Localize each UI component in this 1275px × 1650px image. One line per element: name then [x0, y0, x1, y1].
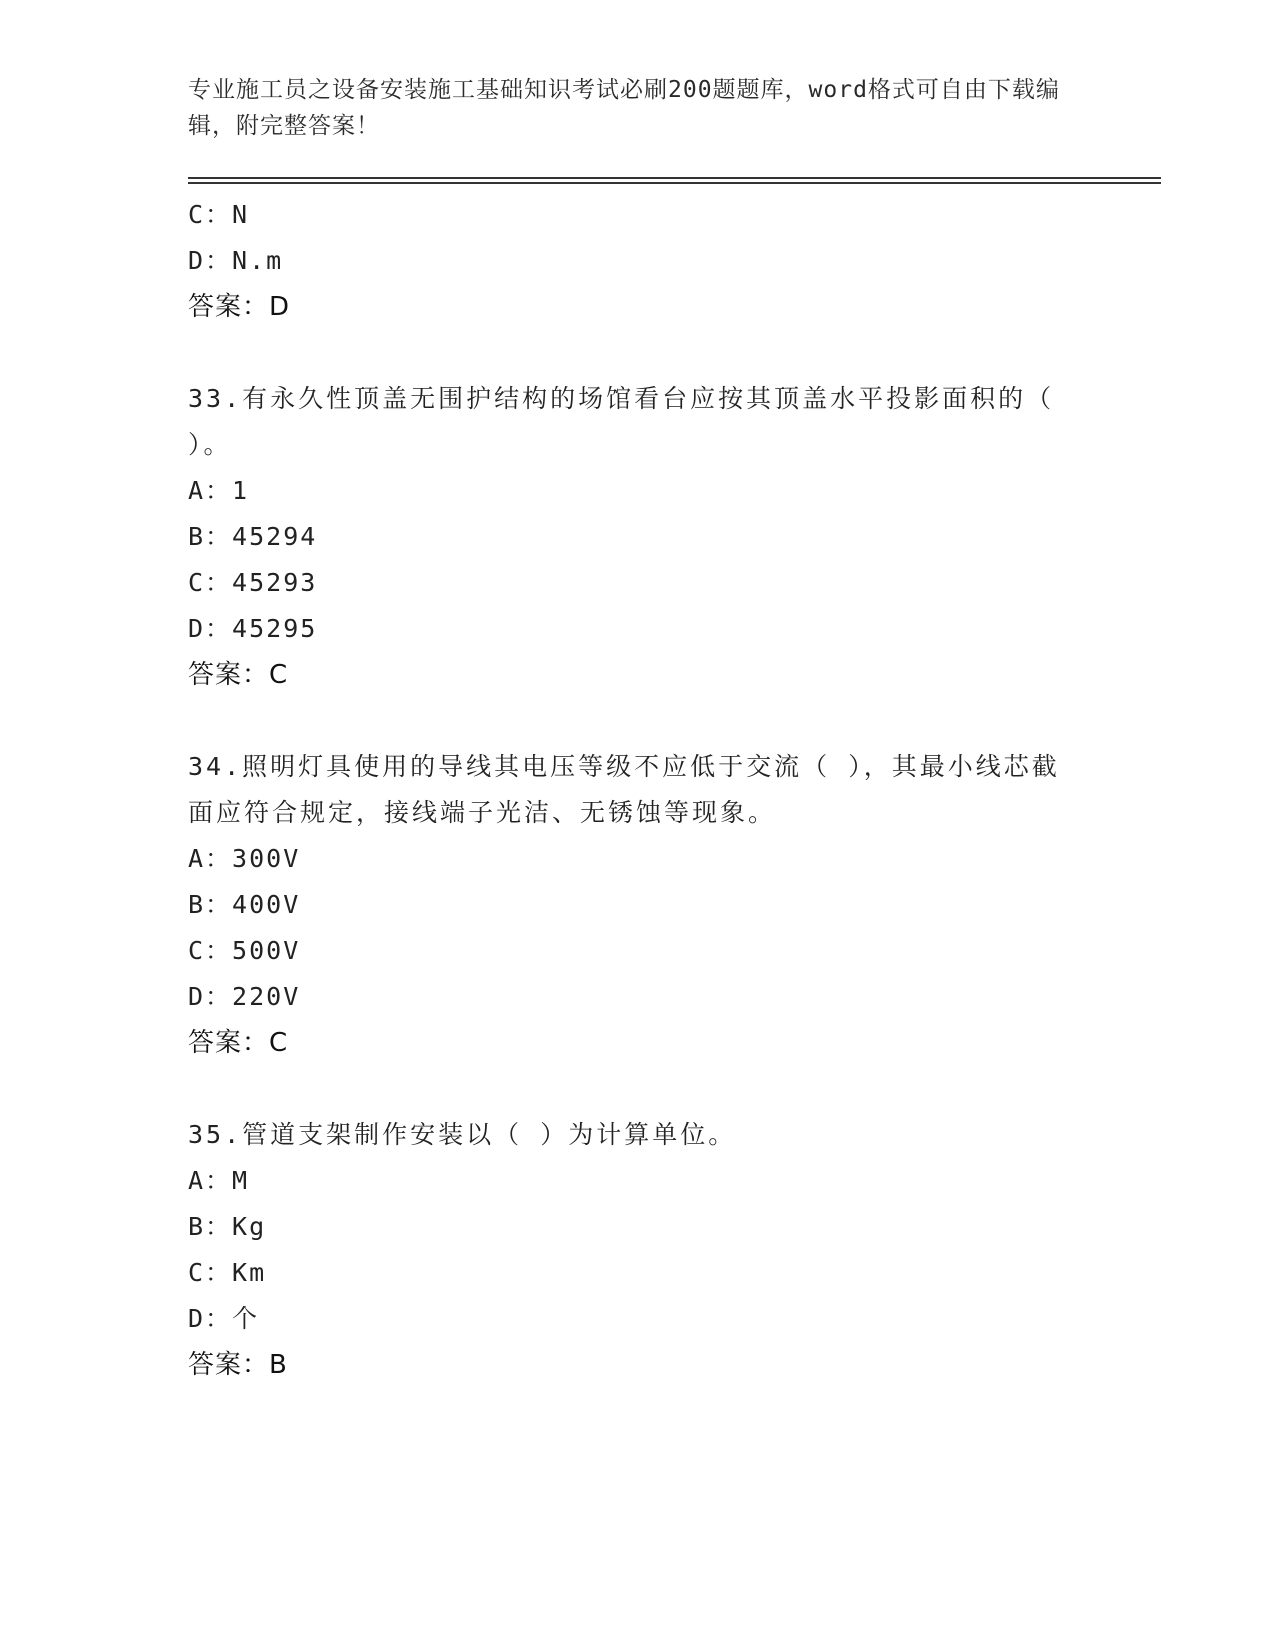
answer-label: 答案：C: [188, 660, 289, 690]
answer-label: 答案：D: [188, 292, 291, 322]
question-35: [188, 1112, 1088, 1388]
option-c: C：500V: [188, 936, 301, 965]
question-33: [188, 376, 1088, 698]
option-b: B：45294: [188, 522, 318, 551]
spacer: [188, 330, 1088, 376]
option-d: D：220V: [188, 982, 301, 1011]
option-b: B：Kg: [188, 1212, 267, 1241]
option-b: B：400V: [188, 890, 301, 919]
question-list: [188, 192, 1088, 1388]
option-c: C：45293: [188, 568, 318, 597]
answer-label: 答案：B: [188, 1350, 288, 1380]
question-text: 35.管道支架制作安装以（ ）为计算单位。: [188, 1120, 737, 1149]
option-c: C：N: [188, 200, 250, 229]
spacer: [188, 698, 1088, 744]
option-d: D：45295: [188, 614, 318, 643]
header-rule-bottom: [188, 182, 1161, 184]
option-c: C：Km: [188, 1258, 267, 1287]
question-34: [188, 744, 1088, 1066]
option-a: A：300V: [188, 844, 301, 873]
answer-label: 答案：C: [188, 1028, 289, 1058]
question-text: 34.照明灯具使用的导线其电压等级不应低于交流（ ），其最小线芯截面应符合规定，接线端子光洁、无锈蚀等现象。: [188, 752, 1060, 827]
question-text: 33.有永久性顶盖无围护结构的场馆看台应按其顶盖水平投影面积的（ ）。: [188, 384, 1055, 459]
document-header: [188, 72, 1078, 144]
header-title: 专业施工员之设备安装施工基础知识考试必刷200题题库，word格式可自由下载编辑，附完整答案！: [188, 77, 1060, 139]
option-a: A：M: [188, 1166, 250, 1195]
spacer: [188, 1066, 1088, 1112]
option-d: D：N.m: [188, 246, 284, 275]
option-a: A：1: [188, 476, 250, 505]
option-d: D：个: [188, 1304, 260, 1333]
header-rule-top: [188, 177, 1161, 179]
question-32-continued: [188, 192, 1088, 330]
